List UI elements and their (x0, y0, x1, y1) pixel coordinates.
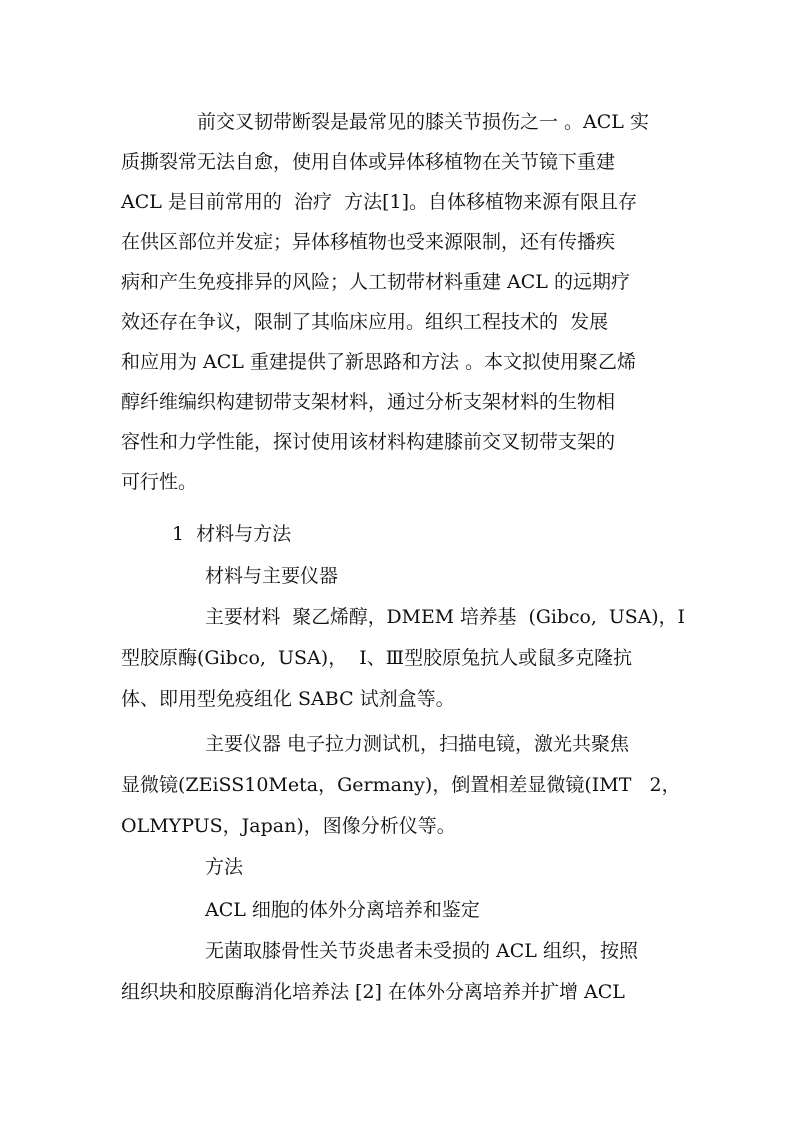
subheading-methods: 方法 (205, 856, 244, 878)
intro-line-8: 醇纤维编织构建韧带支架材料，通过分析支架材料的生物相 (121, 391, 616, 413)
intro-line-2: 质撕裂常无法自愈，使用自体或异体移植物在关节镜下重建 (121, 151, 616, 173)
intro-line-5: 病和产生免疫排异的风险；人工韧带材料重建 ACL 的远期疗 (121, 271, 630, 293)
subheading-acl-culture: ACL 细胞的体外分离培养和鉴定 (205, 899, 480, 921)
intro-line-3: ACL 是目前常用的 治疗 方法[1]。自体移植物来源有限且存 (121, 191, 637, 213)
materials-line-1: 主要材料 聚乙烯醇，DMEM 培养基 (Gibco, USA)，I (205, 606, 685, 628)
intro-line-9: 容性和力学性能，探讨使用该材料构建膝前交叉韧带支架的 (121, 431, 616, 453)
instruments-line-3: OLMYPUS，Japan)，图像分析仪等。 (121, 815, 456, 837)
intro-line-7: 和应用为 ACL 重建提供了新思路和方法 。本文拟使用聚乙烯 (121, 351, 636, 373)
materials-line-3: 体、即用型免疫组化 SABC 试剂盒等。 (121, 688, 455, 710)
subheading-materials: 材料与主要仪器 (205, 565, 339, 587)
instruments-line-2: 显微镜(ZEiSS10Meta，Germany)，倒置相差显微镜(IMT 2， (121, 774, 681, 796)
materials-line-2: 型胶原酶(Gibco, USA)， Ⅰ、Ⅲ型胶原兔抗人或鼠多克隆抗 (121, 647, 633, 669)
culture-line-1: 无菌取膝骨性关节炎患者未受损的 ACL 组织，按照 (205, 940, 638, 962)
intro-line-10: 可行性。 (121, 471, 198, 493)
intro-line-6: 效还存在争议，限制了其临床应用。组织工程技术的 发展 (121, 311, 609, 333)
intro-line-4: 在供区部位并发症；异体移植物也受来源限制，还有传播疾 (121, 231, 616, 253)
section-heading: 1 材料与方法 (172, 523, 292, 545)
instruments-line-1: 主要仪器 电子拉力测试机，扫描电镜，激光共聚焦 (205, 733, 630, 755)
intro-line-1: 前交叉韧带断裂是最常见的膝关节损伤之一 。ACL 实 (197, 111, 649, 133)
culture-line-2: 组织块和胶原酶消化培养法 [2] 在体外分离培养并扩增 ACL (121, 981, 625, 1003)
